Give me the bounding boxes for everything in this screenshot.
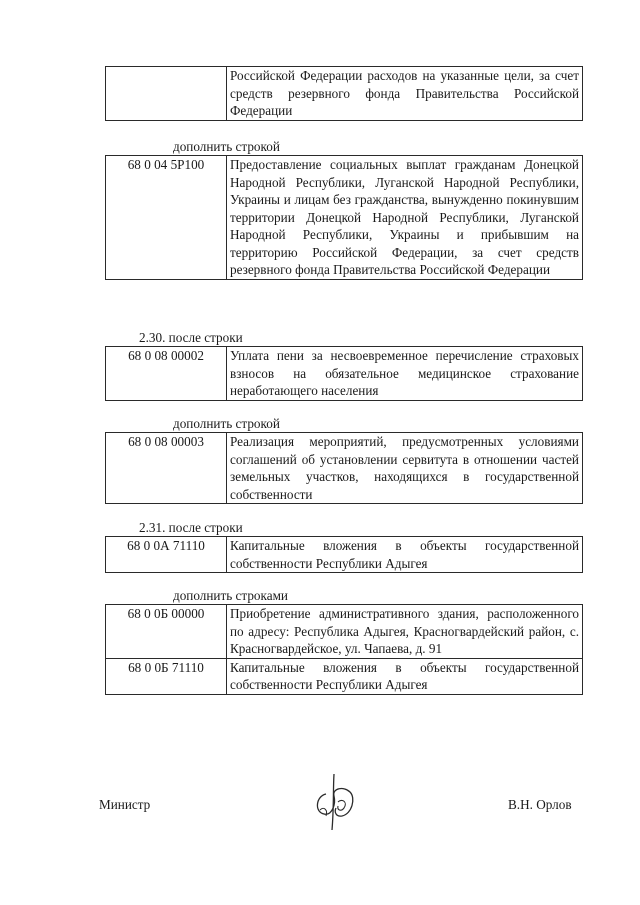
classification-code-cell: 68 0 08 00003 [106,433,227,504]
table-row [106,605,583,659]
budget-table-continuation [105,66,583,121]
classification-code-cell: 68 0 08 00002 [106,347,227,401]
classification-code-cell: 68 0 0Б 00000 [106,605,227,659]
classification-code-cell [106,67,227,121]
amendment-instruction: дополнить строкой [173,416,280,431]
description-cell: Капитальные вложения в объекты государственной собственности Республики Адыгея [227,537,583,573]
amendment-instruction: 2.31. после строки [139,520,243,535]
classification-code-cell: 68 0 0Б 71110 [106,658,227,694]
amendment-instruction: дополнить строками [173,588,288,603]
amendment-instruction: дополнить строкой [173,139,280,154]
classification-code-cell: 68 0 04 5P100 [106,156,227,280]
table-row [106,658,583,694]
budget-table-added-row [105,432,583,504]
description-cell: Уплата пени за несвоевременное перечисление страховых взносов на обязательное медицинское страхование неработающего населения [227,347,583,401]
table-row [106,347,583,401]
description-cell: Предоставление социальных выплат гражданам Донецкой Народной Республики, Луганской Народной Республики, Украины и лицам без гражданства, вынужденно покинувшим территории Донецкой Народной Республики, Луганской Народной Республики, Украины и прибывшим на территорию Российской Федерации, за счет средств резервного фонда Правительства Российской Федерации [227,156,583,280]
amendment-instruction: 2.30. после строки [139,330,243,345]
description-cell: Российской Федерации расходов на указанные цели, за счет средств резервного фонда Правительства Российской Федерации [227,67,583,121]
table-row [106,537,583,573]
description-cell: Приобретение административного здания, расположенного по адресу: Республика Адыгея, Красногвардейский район, с. Красногвардейское, ул. Чапаева, д. 91 [227,605,583,659]
description-cell: Реализация мероприятий, предусмотренных условиями соглашений об установлении сервитута в отношении частей земельных участков, находящихся в государственной собственности [227,433,583,504]
budget-table-after-row [105,536,583,573]
description-cell: Капитальные вложения в объекты государственной собственности Республики Адыгея [227,658,583,694]
budget-table-added-rows [105,604,583,695]
handwritten-signature [312,772,362,839]
budget-table-added-row [105,155,583,280]
classification-code-cell: 68 0 0А 71110 [106,537,227,573]
table-row [106,433,583,504]
budget-table-after-row [105,346,583,401]
signatory-name: В.Н. Орлов [508,797,572,812]
table-row [106,67,583,121]
table-row [106,156,583,280]
signatory-position: Министр [99,797,151,812]
signature-icon [312,772,362,834]
